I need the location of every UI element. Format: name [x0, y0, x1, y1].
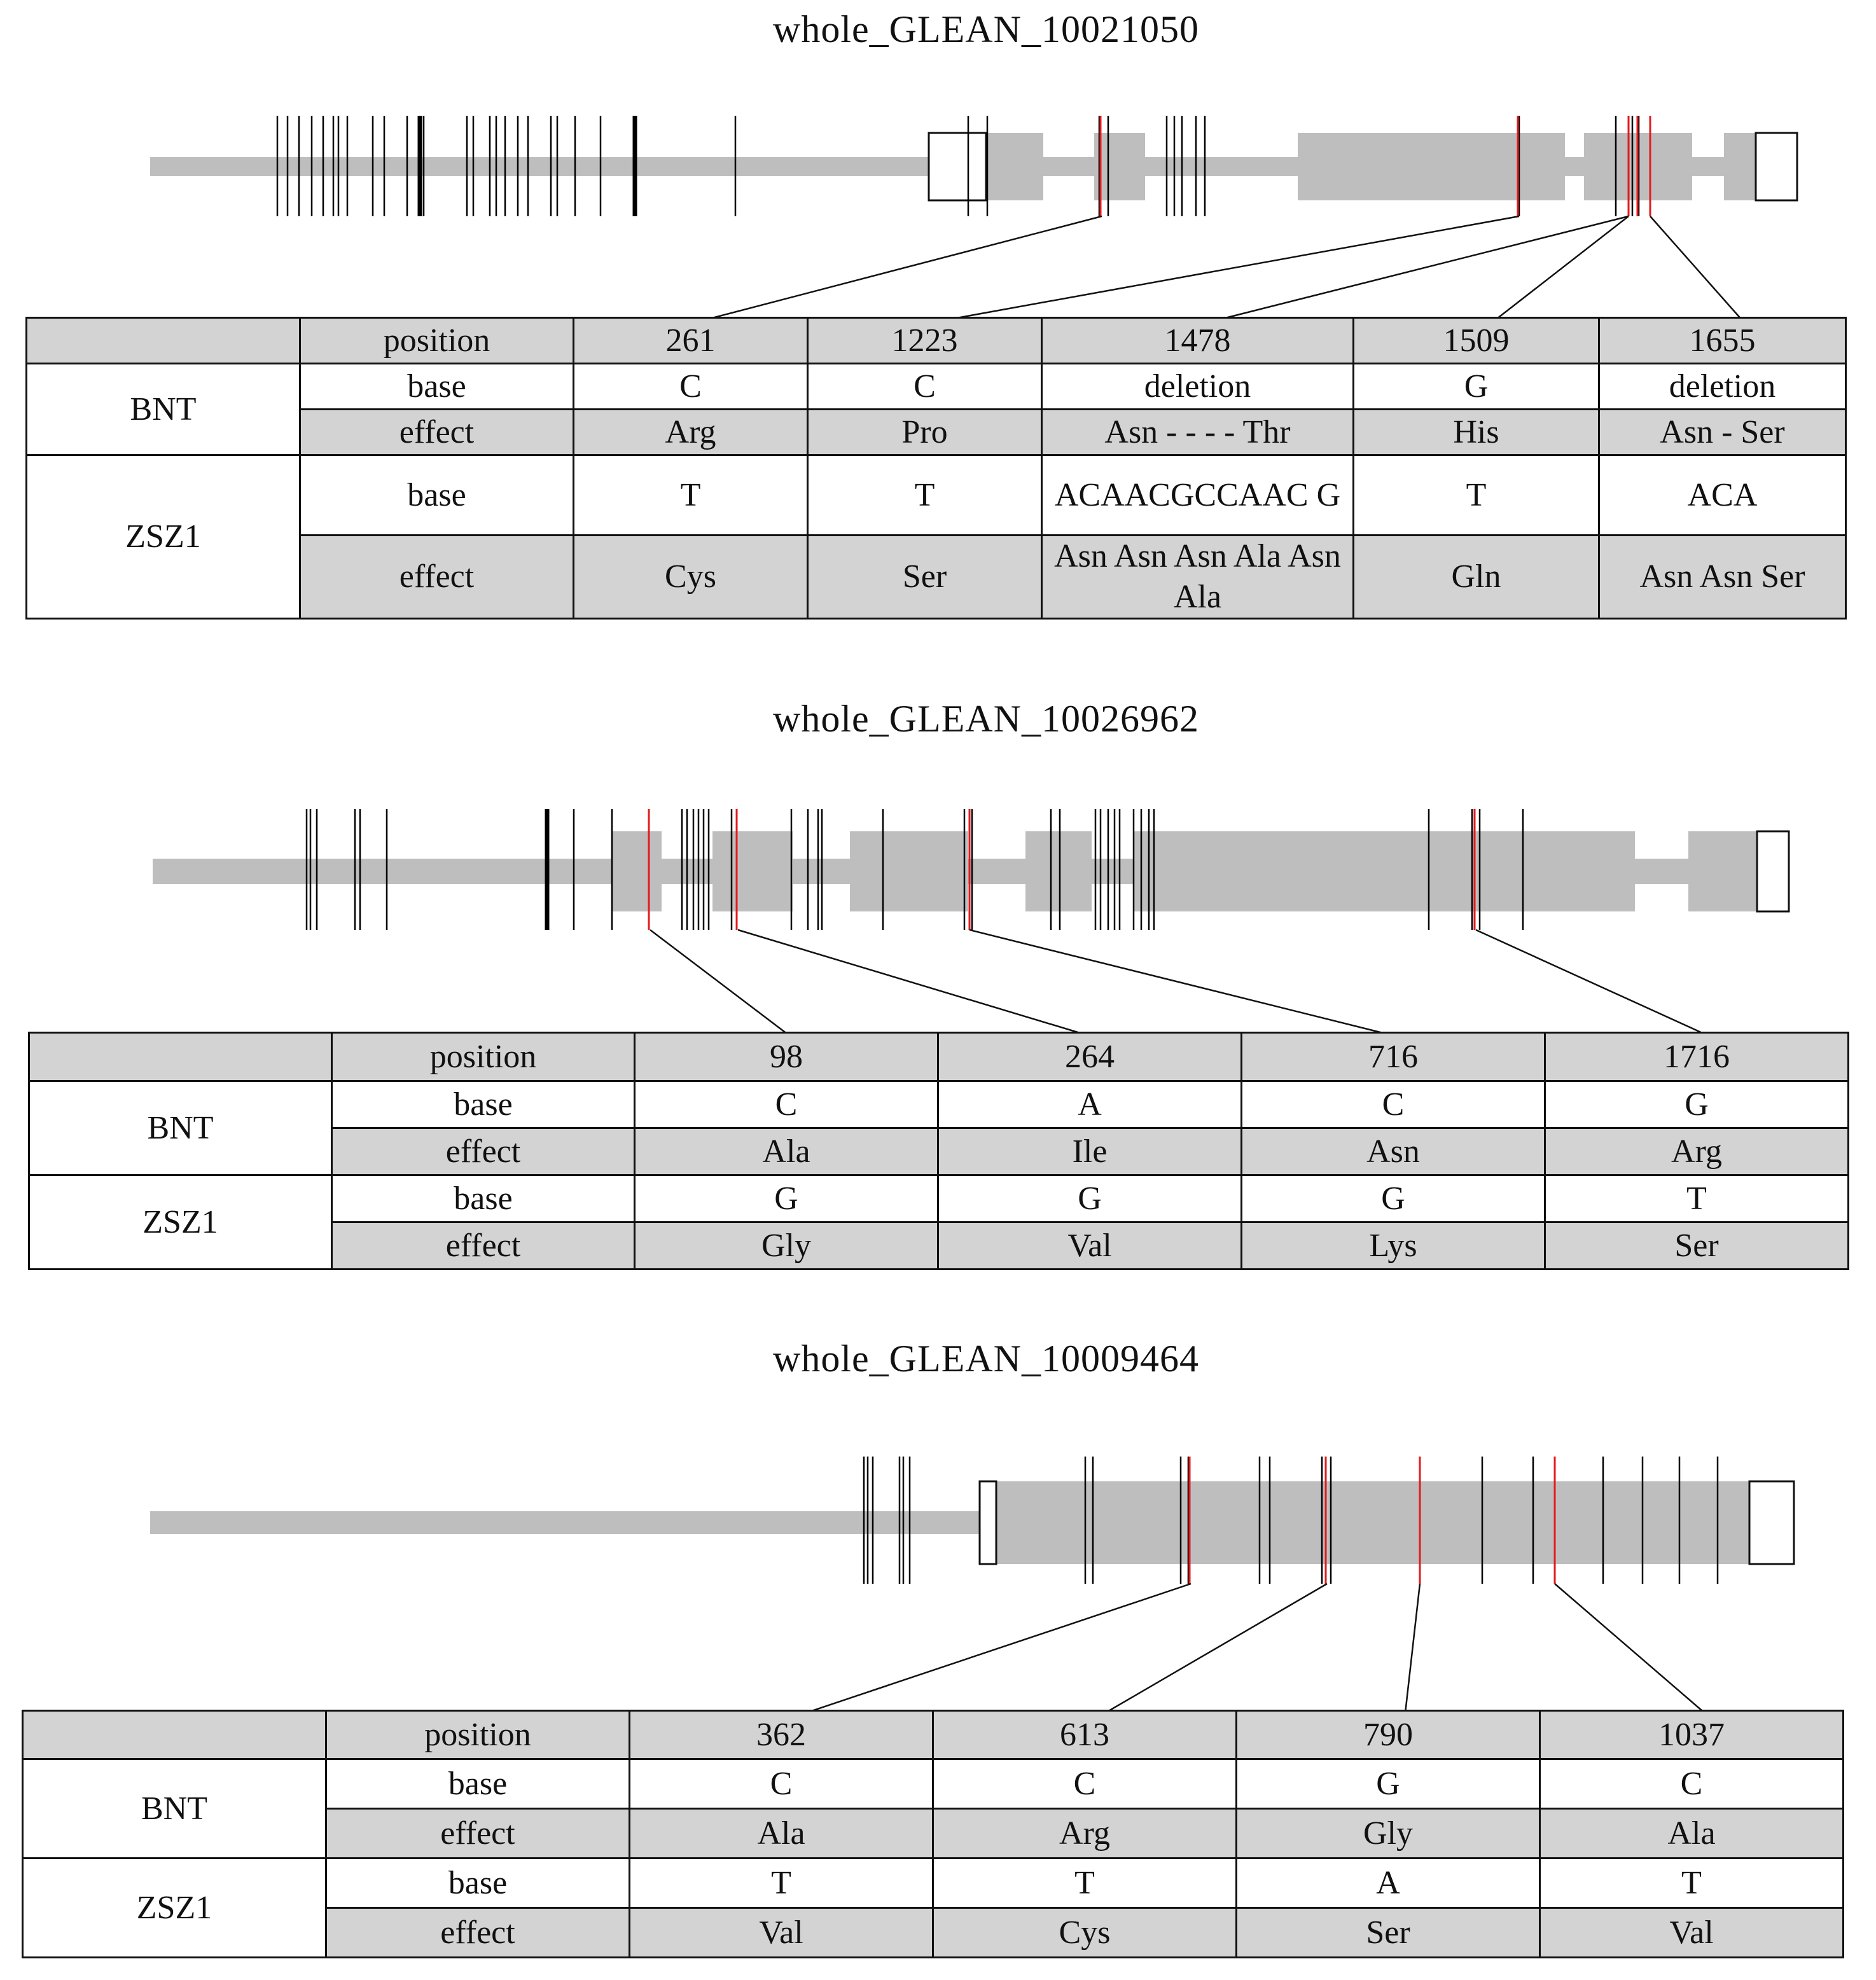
value-cell: Asn Asn Ser	[1599, 536, 1846, 619]
value-cell: T	[808, 455, 1042, 536]
position-cell: 1509	[1354, 318, 1599, 364]
utr-box	[929, 133, 986, 200]
value-cell: C	[933, 1759, 1237, 1809]
connector-line	[1476, 930, 1718, 1040]
value-cell: G	[1237, 1759, 1540, 1809]
panel-1-snp-table	[25, 317, 1847, 620]
row-label-base: base	[300, 364, 574, 410]
position-cell: 261	[574, 318, 808, 364]
connector-line	[1494, 216, 1629, 321]
corner-cell	[23, 1711, 326, 1759]
exon-block	[992, 1481, 1749, 1564]
exon-block	[1134, 831, 1635, 911]
value-cell: Cys	[574, 536, 808, 619]
utr-box	[980, 1481, 996, 1564]
value-cell: Asn - Ser	[1599, 410, 1846, 455]
row-label-effect: effect	[326, 1809, 630, 1859]
panel-3-gene-structure	[0, 1387, 1876, 1717]
value-cell: Ser	[1545, 1222, 1849, 1270]
row-label-effect: effect	[332, 1128, 635, 1175]
row-label-base: base	[326, 1859, 630, 1908]
value-cell: C	[808, 364, 1042, 410]
connector-line	[969, 930, 1411, 1040]
position-cell: 1716	[1545, 1033, 1849, 1081]
row-label-effect: effect	[300, 536, 574, 619]
connector-line	[1212, 216, 1629, 321]
exon-block	[850, 831, 968, 911]
value-cell: A	[938, 1081, 1242, 1128]
value-cell: deletion	[1042, 364, 1354, 410]
position-cell: 716	[1242, 1033, 1545, 1081]
panel-2-snp-table	[28, 1032, 1849, 1270]
value-cell: Cys	[933, 1908, 1237, 1958]
value-cell: Ile	[938, 1128, 1242, 1175]
value-cell: G	[1354, 364, 1599, 410]
value-cell: G	[938, 1175, 1242, 1222]
value-cell: Val	[1540, 1908, 1844, 1958]
value-cell: T	[630, 1859, 933, 1908]
value-cell: His	[1354, 410, 1599, 455]
panel-3-snp-table	[22, 1710, 1844, 1958]
position-cell: 790	[1237, 1711, 1540, 1759]
exon-block	[712, 831, 793, 911]
connector-line	[939, 216, 1519, 321]
row-label-base: base	[332, 1175, 635, 1222]
value-cell: Arg	[933, 1809, 1237, 1859]
row-label-base: base	[326, 1759, 630, 1809]
position-header: position	[300, 318, 574, 364]
position-cell: 98	[635, 1033, 938, 1081]
value-cell: Arg	[1545, 1128, 1849, 1175]
group-label-zsz1: ZSZ1	[23, 1859, 326, 1958]
connector-line	[738, 930, 1103, 1040]
value-cell: Val	[630, 1908, 933, 1958]
value-cell: Ser	[1237, 1908, 1540, 1958]
value-cell: A	[1237, 1859, 1540, 1908]
value-cell: G	[1242, 1175, 1545, 1222]
exon-block	[1025, 831, 1092, 911]
position-header: position	[332, 1033, 635, 1081]
group-label-zsz1: ZSZ1	[29, 1175, 332, 1270]
position-cell: 1478	[1042, 318, 1354, 364]
row-label-effect: effect	[326, 1908, 630, 1958]
value-cell: C	[574, 364, 808, 410]
exon-block	[1688, 831, 1757, 911]
value-cell: Gly	[635, 1222, 938, 1270]
group-label-bnt: BNT	[23, 1759, 326, 1859]
value-cell: Asn - - - - Thr	[1042, 410, 1354, 455]
panel-1-title: whole_GLEAN_10021050	[773, 8, 1199, 50]
panel-1-gene-structure	[0, 0, 1876, 331]
position-header: position	[326, 1711, 630, 1759]
connector-line	[1555, 1584, 1711, 1717]
exon-block	[1094, 133, 1145, 200]
panel-2-gene-structure	[0, 751, 1876, 1049]
value-cell: Ala	[635, 1128, 938, 1175]
exon-block	[1298, 133, 1565, 200]
value-cell: Gly	[1237, 1809, 1540, 1859]
value-cell: G	[1545, 1081, 1849, 1128]
value-cell: T	[1545, 1175, 1849, 1222]
value-cell: T	[574, 455, 808, 536]
value-cell: T	[1540, 1859, 1844, 1908]
value-cell: Arg	[574, 410, 808, 455]
position-cell: 613	[933, 1711, 1237, 1759]
value-cell: deletion	[1599, 364, 1846, 410]
value-cell: Pro	[808, 410, 1042, 455]
value-cell: G	[635, 1175, 938, 1222]
value-cell: T	[1354, 455, 1599, 536]
panel-2-title: whole_GLEAN_10026962	[773, 698, 1199, 740]
group-label-bnt: BNT	[29, 1081, 332, 1175]
group-label-zsz1: ZSZ1	[27, 455, 300, 619]
row-label-effect: effect	[332, 1222, 635, 1270]
group-label-bnt: BNT	[27, 364, 300, 455]
value-cell: Ala	[1540, 1809, 1844, 1859]
value-cell: ACA	[1599, 455, 1846, 536]
exon-block	[612, 831, 662, 911]
connector-line	[700, 216, 1102, 321]
utr-box	[1756, 133, 1797, 200]
value-cell: C	[630, 1759, 933, 1809]
position-cell: 1223	[808, 318, 1042, 364]
value-cell: Asn Asn Asn Ala Asn Ala	[1042, 536, 1354, 619]
value-cell: T	[933, 1859, 1237, 1908]
position-cell: 1037	[1540, 1711, 1844, 1759]
connector-line	[1650, 216, 1743, 321]
row-label-base: base	[332, 1081, 635, 1128]
value-cell: Ala	[630, 1809, 933, 1859]
value-cell: Lys	[1242, 1222, 1545, 1270]
value-cell: C	[635, 1081, 938, 1128]
value-cell: Gln	[1354, 536, 1599, 619]
value-cell: ACAACGCCAAC G	[1042, 455, 1354, 536]
corner-cell	[29, 1033, 332, 1081]
row-label-base: base	[300, 455, 574, 536]
connector-line	[650, 930, 795, 1040]
position-cell: 264	[938, 1033, 1242, 1081]
value-cell: Val	[938, 1222, 1242, 1270]
corner-cell	[27, 318, 300, 364]
exon-block	[1724, 133, 1756, 200]
connector-line	[1405, 1584, 1420, 1717]
utr-box	[1749, 1481, 1794, 1564]
utr-box	[1757, 831, 1789, 911]
panel-3-title: whole_GLEAN_10009464	[773, 1338, 1199, 1380]
row-label-effect: effect	[300, 410, 574, 455]
position-cell: 362	[630, 1711, 933, 1759]
position-cell: 1655	[1599, 318, 1846, 364]
value-cell: Ser	[808, 536, 1042, 619]
value-cell: C	[1540, 1759, 1844, 1809]
value-cell: C	[1242, 1081, 1545, 1128]
value-cell: Asn	[1242, 1128, 1545, 1175]
